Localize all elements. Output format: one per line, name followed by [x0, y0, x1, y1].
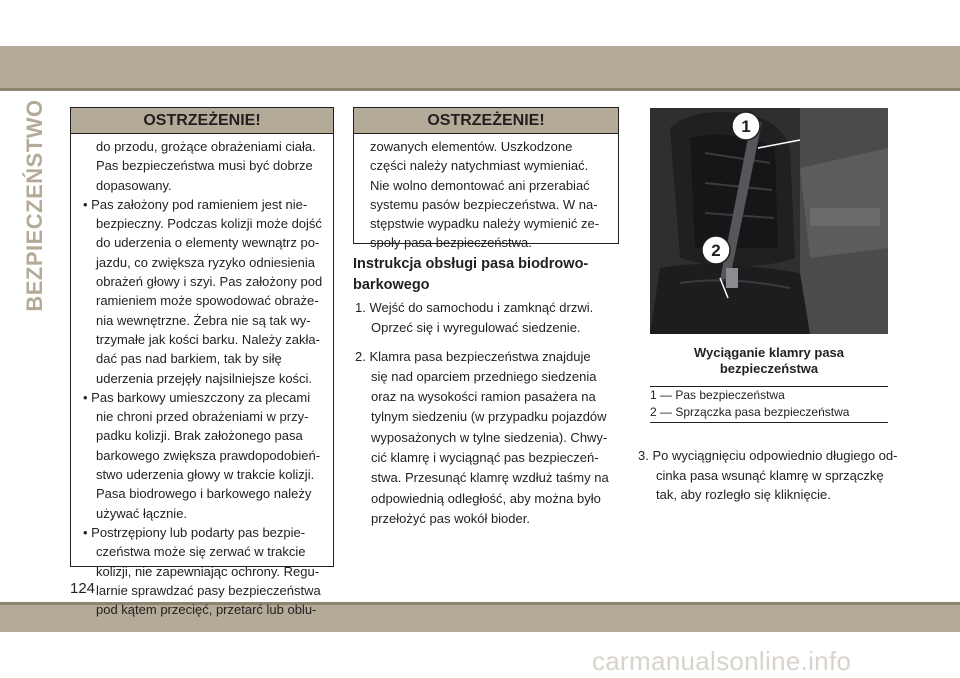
seat-belt-photo [650, 108, 888, 334]
text-line: się nad oparciem przedniego siedzenia [371, 368, 597, 384]
watermark: carmanualsonline.info [592, 646, 852, 676]
step-number: 3. [638, 448, 649, 463]
text-line: cinka pasa wsunąć klamrę w sprzączkę [656, 467, 884, 483]
side-label-text: BEZPIECZEŃSTWO [22, 99, 47, 312]
caption-line: Wyciąganie klamry pasa [693, 345, 845, 360]
warning-bullet-3 [83, 523, 323, 619]
text-line: pod kątem przecięć, przetarć lub oblu- [96, 602, 317, 618]
text-line: nie chroni przed obrażeniami w przy- [96, 409, 309, 425]
warning-body [71, 134, 333, 619]
bullet-first-line: • Pas barkowy umieszczony za plecami [83, 389, 311, 405]
text-line: trzymałe jak kości barku. Należy zakła- [96, 331, 320, 347]
text-line: używać łącznie. [96, 505, 188, 521]
text-line: części należy natychmiast wymieniać. [370, 158, 589, 174]
legend-item: 1 — Pas bezpieczeństwa [650, 388, 785, 402]
callout-2: 2 [711, 241, 721, 260]
text-line: zowanych elementów. Uszkodzone [370, 139, 573, 154]
heading-line: Instrukcja obsługi pasa biodrowo- [353, 256, 589, 272]
text-line: stępstwie wypadku należy wymienić ze- [370, 216, 600, 232]
text-line: wyposażonych w tylne siedzenia). Chwy- [371, 429, 608, 445]
text-line: przełożyć pas wokół bioder. [371, 510, 530, 526]
text-line: ramieniem może spowodować obraże- [96, 293, 319, 309]
step-first-line [355, 298, 617, 318]
text-line: odpowiednią odległość, aby można było [371, 490, 601, 506]
text-line: systemu pasów bezpieczeństwa. W na- [370, 196, 598, 212]
step-first-line [638, 446, 910, 466]
text-line: padku kolizji. Brak założonego pasa [96, 428, 303, 444]
text-line: oraz na wysokości ramion pasażera na [371, 389, 596, 405]
text-line: kolizji, nie zapewniając ochrony. Regu- [96, 563, 320, 579]
bullet-first-line: • Postrzępiony lub podarty pas bezpie- [83, 524, 306, 540]
top-band [0, 46, 960, 88]
text-line: Nie wolno demontować ani przerabiać [370, 177, 590, 193]
text-line: barkowego zwiększa prawdopodobień- [96, 447, 321, 463]
text-line: stwo uderzenia głowy w trakcie kolizji. [96, 467, 315, 483]
text-line: Pas bezpieczeństwa musi być dobrze [96, 158, 313, 174]
text-line: Klamra pasa bezpieczeństwa znajduje [369, 348, 591, 364]
seat-illustration [650, 108, 888, 334]
warning-heading: OSTRZEŻENIE! [71, 108, 333, 134]
text-line: obrażeń głowy i szyi. Pas założony pod [96, 274, 323, 290]
step-number: 2. [355, 348, 366, 364]
step-1 [355, 298, 617, 339]
warning-intro [83, 137, 323, 195]
text-line: czeństwa może się zerwać w trakcie [96, 544, 306, 560]
text-line: cić klamrę i wyciągnąć pas bezpieczeń- [371, 450, 599, 466]
legend-rule [650, 422, 888, 423]
text-line: Pas założony pod ramieniem jest nie- [91, 196, 308, 212]
text-line: larnie sprawdzać pasy bezpieczeństwa [96, 582, 321, 598]
step-number: 1. [355, 300, 366, 315]
text-line: do uderzenia o elementy wewnątrz po- [96, 235, 320, 251]
warning-box-2 [353, 107, 619, 251]
callout-1: 1 [741, 117, 751, 136]
text-line: uderzenia przejęły najsilniejsze kości. [96, 370, 313, 386]
top-band-rule [0, 88, 960, 91]
figure-caption [650, 345, 888, 377]
legend-item: 2 — Sprzączka pasa bezpieczeństwa [650, 405, 850, 419]
text-line: Postrzępiony lub podarty pas bezpie- [91, 524, 306, 540]
text-line: społy pasa bezpieczeństwa. [370, 235, 532, 251]
text-line: Pas barkowy umieszczony za plecami [91, 389, 311, 405]
step-first-line [355, 347, 617, 367]
page-number: 124 [70, 580, 96, 597]
warning-body [354, 134, 618, 253]
instruction-steps [355, 298, 617, 529]
warning-heading: OSTRZEŻENIE! [354, 108, 618, 134]
heading-line: barkowego [353, 277, 430, 293]
text-line: tylnym siedzeniu (w przypadku pojazdów [371, 409, 607, 425]
text-line: dopasowany. [96, 177, 172, 193]
text-line: stwa. Przesunąć klamrę wzdłuż taśmy na [371, 470, 609, 486]
caption-line: bezpieczeństwa [719, 361, 819, 376]
text-line: jazdu, co zwiększa ryzyko odniesienia [96, 254, 315, 270]
text-line: do przodu, grożące obrażeniami ciała. [96, 139, 316, 154]
section-heading [353, 254, 617, 296]
text-line: Po wyciągnięciu odpowiednio długiego od- [652, 448, 898, 463]
text-line: Wejść do samochodu i zamknąć drzwi. [369, 300, 594, 315]
text-line: tak, aby rozległo się kliknięcie. [656, 487, 831, 502]
bullet-first-line: • Pas założony pod ramieniem jest nie- [83, 196, 308, 212]
text-line: nia wewnętrzne. Żebra nie są tak wy- [96, 312, 311, 328]
figure-legend [650, 385, 888, 423]
text-line: Pasa biodrowego i barkowego należy [96, 486, 312, 502]
step-3 [638, 446, 910, 505]
text-line: dać pas nad barkiem, tak by siłę [96, 351, 282, 367]
step-2 [355, 347, 617, 530]
warning-bullet-2 [83, 388, 323, 523]
text-line: bezpieczny. Podczas kolizji może dojść [96, 216, 322, 232]
text-line: Oprzeć się i wyregulować siedzenie. [371, 320, 581, 336]
warning-bullet-1 [83, 195, 323, 388]
